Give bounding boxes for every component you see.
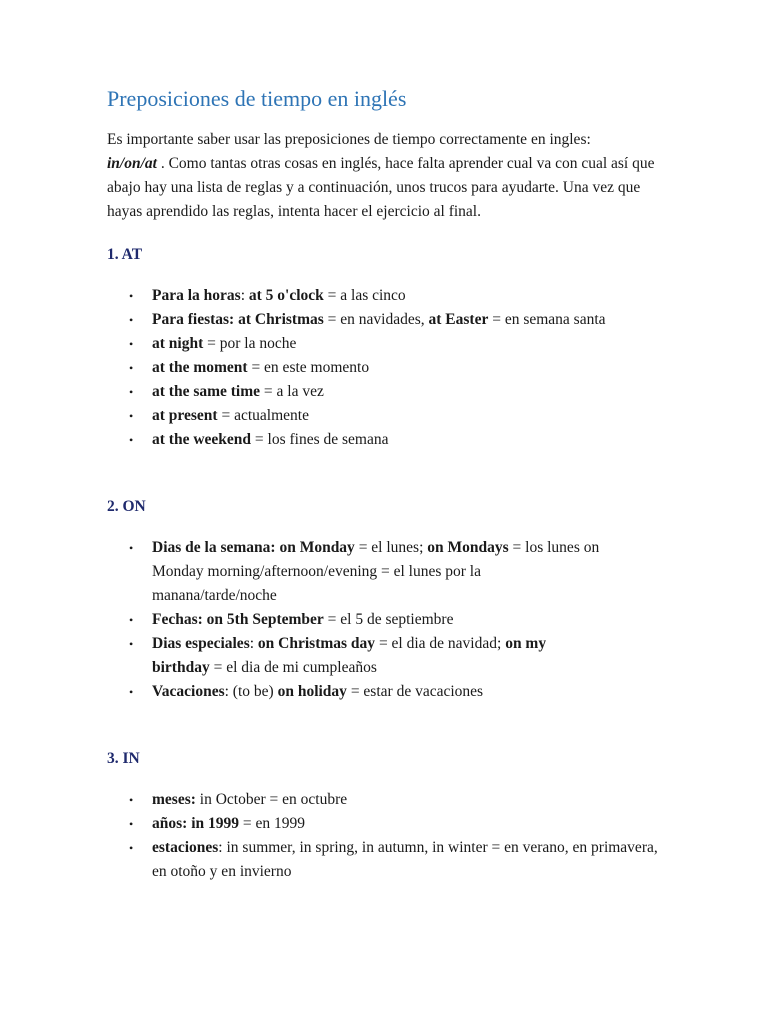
list-item [107, 332, 667, 356]
section-heading-in: 3. IN [107, 750, 140, 767]
bullet-icon: • [129, 385, 134, 399]
list-item [107, 632, 607, 680]
rule-text: = el dia de mi cumpleaños [209, 659, 377, 676]
bullet-icon: • [129, 361, 134, 375]
rule-keyword: at the moment [152, 359, 248, 376]
intro-paragraph [107, 128, 667, 224]
bullet-icon: • [129, 313, 134, 327]
intro-prepositions: in/on/at [107, 155, 157, 172]
rule-text: = en navidades, [323, 311, 429, 328]
list-item [107, 284, 667, 308]
bullet-icon: • [129, 841, 134, 855]
rule-keyword: at 5 o'clock [248, 287, 324, 304]
rule-keyword: at night [152, 335, 204, 352]
bullet-icon: • [129, 793, 134, 807]
rule-text: = en 1999 [239, 815, 305, 832]
list-item [107, 308, 667, 332]
on-rules-list [107, 536, 607, 704]
rule-keyword: at Easter [428, 311, 489, 328]
rule-text: = en este momento [247, 359, 370, 376]
in-rules-list [107, 788, 667, 884]
list-item [107, 356, 667, 380]
bullet-icon: • [129, 541, 134, 555]
rule-keyword: at the same time [152, 383, 261, 400]
rule-keyword: Fechas: on 5th September [152, 611, 324, 628]
bullet-icon: • [129, 433, 134, 447]
bullet-icon: • [129, 289, 134, 303]
bullet-icon: • [129, 409, 134, 423]
rule-text: : [249, 635, 258, 652]
rule-keyword: at the weekend [152, 431, 252, 448]
rule-keyword: on holiday [277, 683, 347, 700]
list-item [107, 428, 667, 452]
intro-line-1: Es importante saber usar las preposiciones de tiempo correctamente en ingles: [107, 131, 591, 148]
rule-text: : in summer, in spring, in autumn, in winter = en verano, en primavera, en otoño y en invierno [152, 839, 658, 880]
rule-text: = por la noche [203, 335, 297, 352]
rule-text: = los lunes on Monday morning/afternoon/evening = el lunes por la manana/tarde/noche [152, 539, 600, 604]
rule-keyword: on my birthday [152, 635, 547, 676]
page-title: Preposiciones de tiempo en inglés [107, 86, 407, 111]
section-heading-on: 2. ON [107, 498, 146, 515]
rule-text: = a la vez [260, 383, 324, 400]
intro-rest: . Como tantas otras cosas en inglés, hace falta aprender cual va con cual así que abajo hay una lista de reglas y a continuación, unos trucos para ayudarte. Una vez que hayas aprendido las reglas, intenta hacer el ejercicio al final. [107, 155, 655, 220]
list-item [107, 380, 667, 404]
rule-text: = estar de vacaciones [346, 683, 484, 700]
rule-keyword: on Christmas day [257, 635, 376, 652]
rule-keyword: Vacaciones [152, 683, 225, 700]
rule-keyword: Dias especiales [152, 635, 250, 652]
rule-text: in October = en octubre [195, 791, 348, 808]
at-rules-list [107, 284, 667, 452]
list-item [107, 812, 667, 836]
rule-keyword: estaciones [152, 839, 219, 856]
rule-text: = los fines de semana [251, 431, 389, 448]
rule-keyword: Para la horas [152, 287, 241, 304]
bullet-icon: • [129, 817, 134, 831]
rule-text: = el dia de navidad; [375, 635, 506, 652]
rule-keyword: at present [152, 407, 218, 424]
bullet-icon: • [129, 337, 134, 351]
section-heading-at: 1. AT [107, 246, 143, 263]
rule-keyword: Dias de la semana: on Monday [152, 539, 355, 556]
rule-keyword: on Mondays [427, 539, 509, 556]
list-item [107, 788, 667, 812]
rule-text: = a las cinco [323, 287, 406, 304]
rule-text: : (to be) [224, 683, 278, 700]
bullet-icon: • [129, 685, 134, 699]
list-item [107, 608, 607, 632]
list-item [107, 836, 667, 884]
rule-keyword: Para fiestas: at Christmas [152, 311, 324, 328]
list-item [107, 536, 607, 608]
rule-text: = actualmente [217, 407, 309, 424]
rule-keyword: años: in 1999 [152, 815, 239, 832]
rule-text: = el lunes; [354, 539, 428, 556]
bullet-icon: • [129, 613, 134, 627]
rule-keyword: meses: [152, 791, 196, 808]
bullet-icon: • [129, 637, 134, 651]
rule-text: = en semana santa [488, 311, 606, 328]
list-item [107, 680, 607, 704]
list-item [107, 404, 667, 428]
rule-text: : [240, 287, 249, 304]
rule-text: = el 5 de septiembre [323, 611, 454, 628]
